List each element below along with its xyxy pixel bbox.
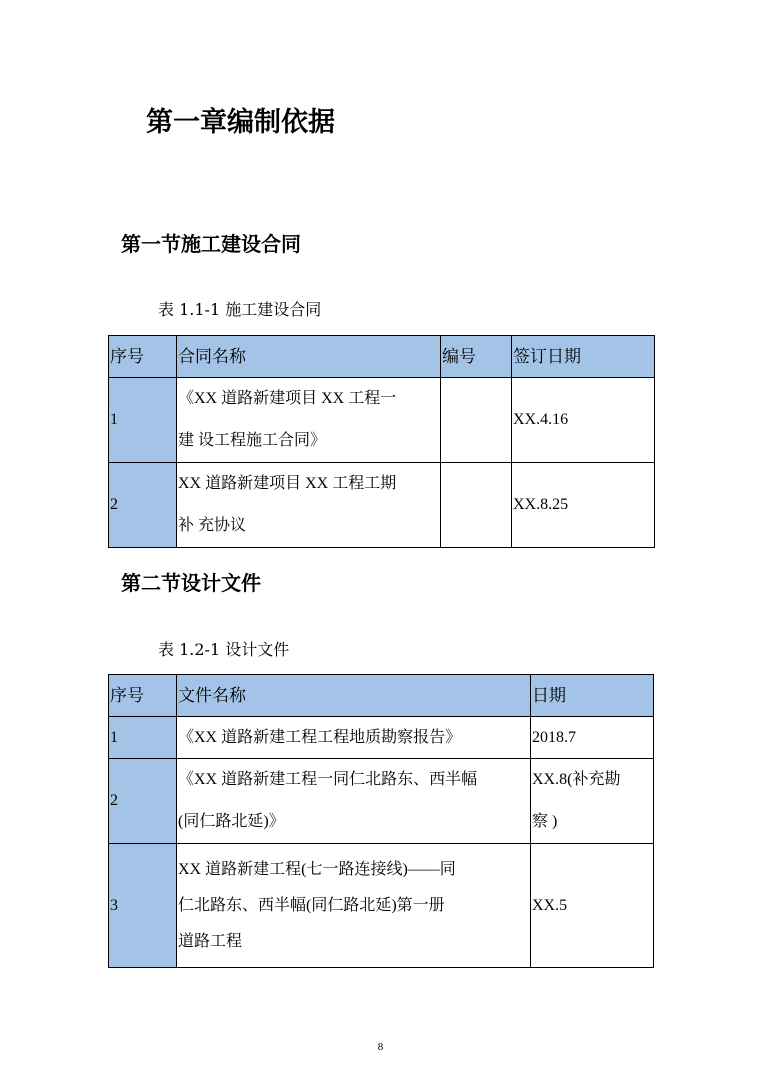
contract-table	[108, 335, 655, 548]
table-header-row	[109, 336, 655, 378]
row-number: 1	[109, 378, 177, 463]
table-row	[109, 759, 654, 844]
header-cell: 编号	[441, 336, 512, 378]
header-cell: 日期	[531, 675, 654, 717]
header-cell: 序号	[109, 675, 177, 717]
document-name: 《XX 道路新建工程一同仁北路东、西半幅 (同仁路北延)》	[177, 759, 531, 844]
document-date: 2018.7	[531, 717, 654, 759]
design-docs-table	[108, 674, 654, 968]
row-number: 1	[109, 717, 177, 759]
table-header-row	[109, 675, 654, 717]
header-cell: 合同名称	[177, 336, 441, 378]
table-row	[109, 378, 655, 463]
header-cell: 文件名称	[177, 675, 531, 717]
row-number: 2	[109, 463, 177, 548]
page-number: 8	[377, 1041, 384, 1053]
table-row	[109, 844, 654, 968]
table-1-caption: 表 1.1-1 施工建设合同	[158, 300, 322, 319]
contract-date: XX.8.25	[512, 463, 655, 548]
contract-name: 《XX 道路新建项目 XX 工程一 建 设工程施工合同》	[177, 378, 441, 463]
document-name: 《XX 道路新建工程工程地质勘察报告》	[177, 717, 531, 759]
contract-code	[441, 463, 512, 548]
header-cell: 签订日期	[512, 336, 655, 378]
row-number: 3	[109, 844, 177, 968]
section-1-title: 第一节施工建设合同	[121, 232, 301, 256]
contract-name: XX 道路新建项目 XX 工程工期 补 充协议	[177, 463, 441, 548]
header-cell: 序号	[109, 336, 177, 378]
section-2-title: 第二节设计文件	[121, 571, 261, 595]
document-date: XX.8(补充勘 察 )	[531, 759, 654, 844]
document-name: XX 道路新建工程(七一路连接线)——同 仁北路东、西半幅(同仁路北延)第一册 道路工程	[177, 844, 531, 968]
contract-date: XX.4.16	[512, 378, 655, 463]
table-row	[109, 717, 654, 759]
row-number: 2	[109, 759, 177, 844]
table-2-caption: 表 1.2-1 设计文件	[158, 640, 290, 659]
chapter-title: 第一章编制依据	[146, 107, 335, 138]
table-row	[109, 463, 655, 548]
document-date: XX.5	[531, 844, 654, 968]
contract-code	[441, 378, 512, 463]
